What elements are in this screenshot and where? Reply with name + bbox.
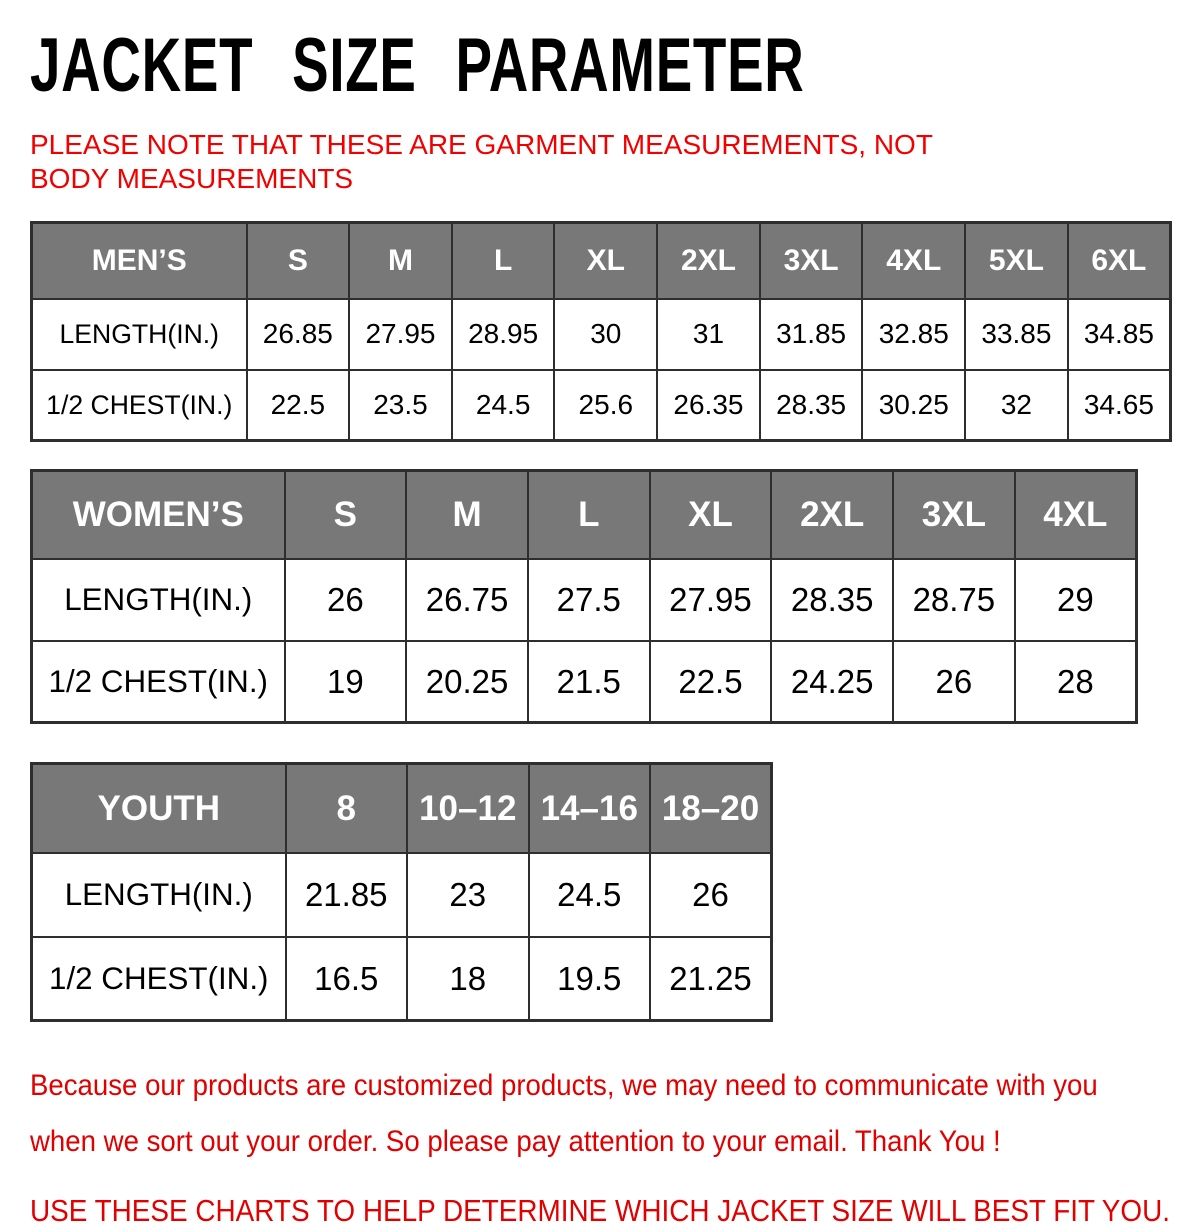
size-value-cell: 27.95: [650, 559, 772, 641]
size-column-header: 3XL: [760, 223, 863, 299]
size-value-cell: 27.95: [349, 299, 452, 370]
size-value-cell: 16.5: [286, 937, 408, 1021]
row-label-cell: 1/2 CHEST(IN.): [32, 641, 285, 723]
size-value-cell: 31: [657, 299, 760, 370]
size-value-cell: 23: [407, 853, 529, 937]
table-row: [32, 937, 772, 1021]
size-value-cell: 21.25: [650, 937, 772, 1021]
size-column-header: 8: [286, 764, 408, 853]
size-column-header: 10–12: [407, 764, 529, 853]
row-label-cell: 1/2 CHEST(IN.): [32, 937, 286, 1021]
size-value-cell: 26.35: [657, 370, 760, 441]
mens-size-table: [30, 221, 1172, 442]
header-row: [32, 223, 1171, 299]
header-row: [32, 471, 1137, 559]
size-value-cell: 20.25: [406, 641, 528, 723]
size-value-cell: 18: [407, 937, 529, 1021]
size-column-header: 3XL: [893, 471, 1015, 559]
size-value-cell: 30: [554, 299, 657, 370]
header-row: [32, 764, 772, 853]
size-column-header: 6XL: [1068, 223, 1171, 299]
size-column-header: 5XL: [965, 223, 1068, 299]
size-column-header: XL: [650, 471, 772, 559]
size-value-cell: 33.85: [965, 299, 1068, 370]
size-value-cell: 34.65: [1068, 370, 1171, 441]
table-row: [32, 370, 1171, 441]
size-value-cell: 32: [965, 370, 1068, 441]
row-label-cell: LENGTH(IN.): [32, 559, 285, 641]
table-row: [32, 641, 1137, 723]
size-value-cell: 26: [650, 853, 772, 937]
size-value-cell: 19.5: [529, 937, 651, 1021]
size-value-cell: 28.35: [771, 559, 893, 641]
size-value-cell: 24.25: [771, 641, 893, 723]
size-value-cell: 23.5: [349, 370, 452, 441]
size-value-cell: 19: [285, 641, 407, 723]
size-value-cell: 24.5: [452, 370, 555, 441]
size-column-header: XL: [554, 223, 657, 299]
page-title: JACKET SIZE PARAMETER: [30, 23, 805, 108]
womens-size-table: [30, 469, 1138, 724]
garment-measurement-note: PLEASE NOTE THAT THESE ARE GARMENT MEASUREMENTS, NOT BODY MEASUREMENTS: [30, 129, 933, 195]
customization-notice: Because our products are customized products, we may need to communicate with you when we sort out your order. So please pay attention to your email. Thank You !: [30, 1069, 1098, 1158]
size-value-cell: 28: [1015, 641, 1137, 723]
size-value-cell: 22.5: [247, 370, 350, 441]
table-row: [32, 853, 772, 937]
size-value-cell: 27.5: [528, 559, 650, 641]
table-title-cell: MEN’S: [32, 223, 247, 299]
row-label-cell: 1/2 CHEST(IN.): [32, 370, 247, 441]
size-value-cell: 21.5: [528, 641, 650, 723]
size-column-header: M: [406, 471, 528, 559]
size-column-header: L: [452, 223, 555, 299]
size-column-header: 2XL: [657, 223, 760, 299]
size-value-cell: 26.85: [247, 299, 350, 370]
size-value-cell: 28.95: [452, 299, 555, 370]
size-value-cell: 34.85: [1068, 299, 1171, 370]
size-column-header: 4XL: [1015, 471, 1137, 559]
row-label-cell: LENGTH(IN.): [32, 853, 286, 937]
chart-usage-note: USE THESE CHARTS TO HELP DETERMINE WHICH JACKET SIZE WILL BEST FIT YOU.: [30, 1193, 1171, 1229]
size-value-cell: 24.5: [529, 853, 651, 937]
size-value-cell: 21.85: [286, 853, 408, 937]
table-title-cell: YOUTH: [32, 764, 286, 853]
size-value-cell: 26: [285, 559, 407, 641]
size-value-cell: 25.6: [554, 370, 657, 441]
youth-size-table: [30, 762, 773, 1022]
size-column-header: S: [247, 223, 350, 299]
size-column-header: 18–20: [650, 764, 772, 853]
size-value-cell: 32.85: [862, 299, 965, 370]
size-column-header: M: [349, 223, 452, 299]
size-value-cell: 28.75: [893, 559, 1015, 641]
size-column-header: 4XL: [862, 223, 965, 299]
size-column-header: S: [285, 471, 407, 559]
row-label-cell: LENGTH(IN.): [32, 299, 247, 370]
table-row: [32, 299, 1171, 370]
size-value-cell: 26: [893, 641, 1015, 723]
table-title-cell: WOMEN’S: [32, 471, 285, 559]
size-value-cell: 22.5: [650, 641, 772, 723]
table-row: [32, 559, 1137, 641]
size-value-cell: 30.25: [862, 370, 965, 441]
size-column-header: 14–16: [529, 764, 651, 853]
size-value-cell: 28.35: [760, 370, 863, 441]
size-column-header: 2XL: [771, 471, 893, 559]
size-value-cell: 29: [1015, 559, 1137, 641]
size-value-cell: 26.75: [406, 559, 528, 641]
size-column-header: L: [528, 471, 650, 559]
size-value-cell: 31.85: [760, 299, 863, 370]
